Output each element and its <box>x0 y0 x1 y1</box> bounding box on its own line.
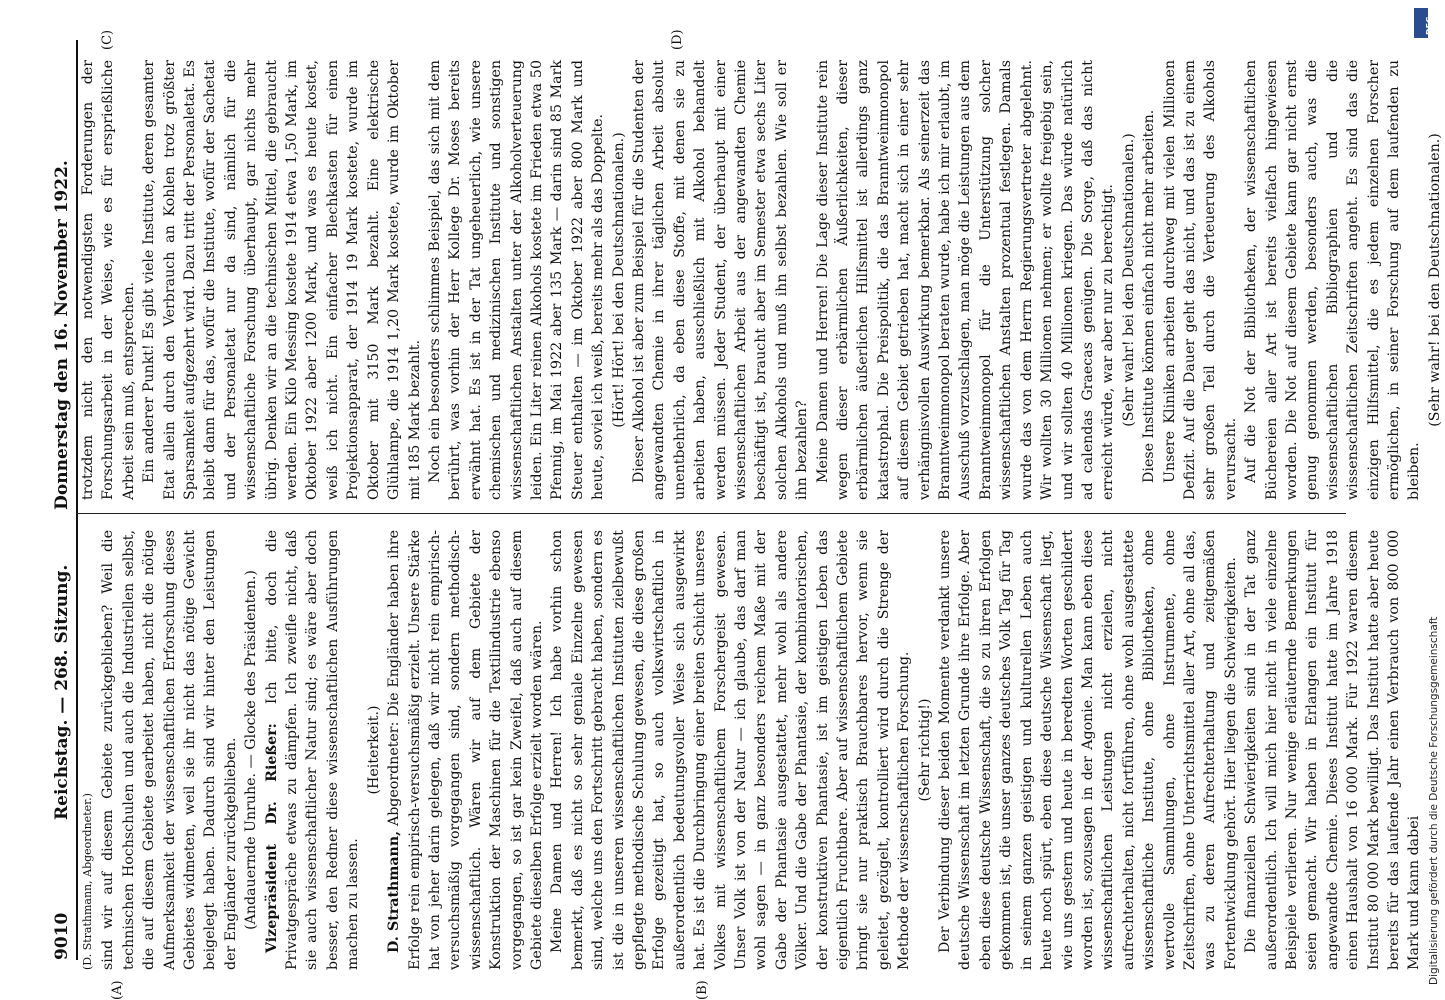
right-paragraph-3: Noch ein besonders schlimmes Beispiel, das sich mit dem berührt, was vorhin der Herr Kollege Dr. Moses bereits erwähnt hat. Es ist in der Tat ungeheuerlich, wie unsere chemischen und medizinischen Institute und sonstigen wissenschaftlichen Anstalten unter der Alkoholverteuerung leiden. Ein Liter reinen Alkohols kostete im Frieden etwa 50 Pfennig, im Mai 1922 aber 135 Mark — darin sind 85 Mark Steuer enthalten — im Oktober 1922 aber 800 Mark und heute, soviel ich weiß, bereits mehr als das Doppelte. <box>426 60 607 500</box>
speech-text: Die Engländer haben ihre Erfolge rein empirisch-versuchsmäßig erzielt. Unsere Stärke hat von jeher darin gelegen, daß wir nicht rein empirisch-versuchsmäßig vorgegangen sind, sondern methodisch-wissenschaftlich. Wären wir auf dem Gebiete der Konstruktion der Maschinen für die Textilindustrie ebenso vorgegangen, so ist gar kein Zweifel, daß auch auf diesem Gebiete dieselben Erfolge erzielt worden wären. <box>386 529 545 970</box>
margin-mark-b: (B) <box>695 980 710 1000</box>
right-paragraph-2: Ein anderer Punkt! Es gibt viele Institute, deren gesamter Etat allein durch den Verbrauch an Kohlen trotz größter Sparsamkeit aufgezehrt wird. Dazu tritt der Personaletat. Es bleibt dann für das, wofür die Institute, wofür der Sachetat und der Personaletat nur da sind, nämlich für die wissenschaftliche Forschung überhaupt, gar nichts mehr übrig. Denken wir an die technischen Mittel, die gebraucht werden. Ein Kilo Messing kostete 1914 etwa 1,50 Mark, im Oktober 1922 aber 1200 Mark, und was es heute kostet, weiß ich nicht. Ein einfacher Blechkasten für einen Projektionsapparat, der 1914 19 Mark kostete, wurde im Oktober mit 3150 Mark bezahlt. Eine elektrische Glühlampe, die 1914 1,20 Mark kostete, wurde im Oktober mit 185 Mark bezahlt. <box>141 60 423 500</box>
page-number: 9010 <box>52 912 72 960</box>
speaker-name: Vizepräsident Dr. Rießer: <box>263 723 280 953</box>
speaker-tag: (D. Strathmann, Abgeordneter.) <box>81 793 94 970</box>
margin-mark-d: (D) <box>670 29 685 50</box>
header-title: Reichstag. — 268. Sitzung. <box>52 564 72 820</box>
left-paragraph-6: Die finanziellen Schwierigkeiten sind in der Tat ganz außerordentlich. Ich will mich hier nicht in viele einzelne Beispiele verlieren. Nur wenige erläuternde Bemerkungen seien gemacht. Wir haben in Erlangen ein Institut für angewandte Chemie. Dieses Institut hatte im Jahre 1918 einen Haushalt von 16 000 Mark. Für 1922 waren diesem Institut 80 000 Mark bewilligt. Das Institut hatte aber heute bereits für das laufende Jahr einen Verbrauch von 800 000 Mark und kann dabei <box>1243 530 1423 970</box>
left-paragraph-4: Meine Damen und Herren! Ich habe vorhin schon bemerkt, daß es nicht so sehr geniale Einzelne gewesen sind, welche uns den Fortschritt gebracht haben, sondern es ist die in unseren wissenschaftlichen Instituten zielbewußt gepflegte methodische Schulung gewesen, die diese großen Erfolge gezeitigt hat, so auch volkswirtschaftlich in außerordentlich bedeutungsvoller Weise sich ausgewirkt hat. Es ist die Durchbringung einer breiten Schicht unseres Volkes mit wissenschaftlichem Forschergeist gewesen. Unser Volk ist von der Natur — ich glaube, das darf man wohl sagen — in ganz besonders reichem Maße mit der Gabe der Phantasie ausgestattet, mehr wohl als andere Völker. Und die Gabe der Phantasie, der kombinatorischen, der konstruktiven Phantasie, ist im geistigen Leben das eigentlich Fruchtbare. Aber auf wissenschaftlichem Gebiete bringt sie nur praktisch Brauchbares hervor, wenn sie geleitet, gezügelt, kontrolliert wird durch die Strenge der Methode der wissenschaftlichen Forschung. <box>549 530 913 970</box>
left-column <box>78 529 1423 970</box>
speaker-name: D. Strathmann, <box>386 830 403 953</box>
digitization-note: Digitalisierung gefördert durch die Deutsche Forschungsgemeinschaft <box>1428 616 1440 985</box>
stage-direction: (Sehr wahr! bei den Deutschnationalen.) <box>1426 133 1443 427</box>
left-paragraph-5: Der Verbindung dieser beiden Momente verdankt unsere deutsche Wissenschaft im letzten Grunde ihre Erfolge. Aber eben diese deutsche Wissenschaft, die so zu ihren Erfolgen gekommen ist, die unser ganzes deutsches Volk Tag für Tag in seinem ganzen geistigen und kulturellen Leben auch heute noch spürt, eben diese deutsche Wissenschaft liegt, wie uns gestern und heute in beredten Worten geschildert worden ist, sozusagen in der Agonie. Man kann eben diese wissenschaftlichen Leistungen nicht erzielen, nicht aufrechterhalten, nicht fortführen, ohne wohl ausgestattete wissenschaftliche Institute, ohne Bibliotheken, ohne wertvolle Sammlungen, ohne Instrumente, ohne Zeitschriften, ohne Unterrichtsmittel aller Art, ohne all das, was zu deren Aufrechterhaltung und zeitgemäßen Fortentwicklung gehört. Hier liegen die Schwierigkeiten. <box>937 530 1239 970</box>
right-paragraph-8: Auf die Not der Bibliotheken, der wissenschaftlichen Büchereien aller Art ist bereits vielfach hingewiesen worden. Die Not auf diesem Gebiete kann gar nicht ernst genug genommen werden, besonders auch, was die wissenschaftlichen Bibliographien und die wissenschaftlichen Zeitschriften angeht. Es sind das die einzigen Hilfsmittel, die es jedem einzelnen Forscher ermöglichen, in seiner Forschung auf dem laufenden zu bleiben. <box>1243 60 1423 500</box>
margin-mark-c: (C) <box>100 29 115 50</box>
dfg-logo: DFG <box>1414 8 1428 38</box>
right-paragraph-1: trotzdem nicht den notwendigsten Forderungen der Forschungsarbeit in der Weise, wie es für ersprießliche Arbeit sein muß, entsprechen. <box>80 60 137 500</box>
header-date: Donnerstag den 16. November 1922. <box>52 160 72 510</box>
right-column <box>78 60 1443 500</box>
stage-direction: (Andauernde Unruhe. — Glocke des Präsidenten.) <box>243 570 260 930</box>
column-divider <box>76 513 1346 514</box>
speaker-role: Abgeordneter: <box>386 721 403 827</box>
left-paragraph-1: sind wir auf diesem Gebiete zurückgeblieben? Weil die technischen Hochschulen und auch die Industriellen selbst, die auf diesem Gebiete gearbeitet haben, nicht die nötige Aufmerksamkeit der wissenschaftlichen Erforschung dieses Gebietes widmeten, weil sie ihr nicht das nötige Gewicht beigelegt haben. Dadurch sind wir hinter den Leistungen der Engländer zurückgeblieben. <box>100 530 239 970</box>
page-header <box>46 40 78 960</box>
margin-mark-a: (A) <box>110 980 125 1000</box>
left-paragraph-2 <box>262 530 364 970</box>
right-paragraph-5: Meine Damen und Herren! Die Lage dieser Institute rein wegen dieser erbärmlichen Äußerlichkeiten, dieser erbärmlichen äußerlichen Hilfsmittel ist allerdings ganz katastrophal. Die Preispolitik, die das Branntweinmonopol auf diesem Gebiet getrieben hat, macht sich in einer sehr verhängnisvollen Auswirkung bemerkbar. Als seinerzeit das Branntweinmonopol beraten wurde, habe ich mir erlaubt, im Ausschuß vorzuschlagen, man möge die Leistungen aus dem Branntweinmonopol für die Unterstützung solcher wissenschaftlichen Anstalten prozentual festlegen. Damals wurde das von dem Herrn Regierungsvertreter abgelehnt. Wir wollten 30 Millionen nehmen; er wollte freigebig sein, und wir sollten 40 Millionen kriegen. Das würde natürlich ad calendas Graecas genügen. Die Sorge, daß das nicht erreicht würde, war aber nur zu berechtigt. <box>814 60 1117 500</box>
stage-direction: (Hört! Hört! bei den Deutschnationalen.) <box>610 132 627 428</box>
left-paragraph-3 <box>384 530 547 970</box>
right-paragraph-4: Dieser Alkohol ist aber zum Beispiel für die Studenten der angewandten Chemie in ihrer täglichen Arbeit absolut unentbehrlich, da eben diese Stoffe, mit denen sie zu arbeiten haben, ausschließlich mit Alkohol behandelt werden müssen. Jeder Student, der überhaupt mit einer wissenschaftlichen Arbeit aus der angewandten Chemie beschäftigt ist, braucht aber im Semester etwa sechs Liter solchen Alkohols und muß ihn selbst bezahlen. Wie soll er ihn bezahlen? <box>630 60 811 500</box>
right-paragraph-7: Unsere Kliniken arbeiten durchweg mit vielen Millionen Defizit. Auf die Dauer geht das nicht, und das ist zu einem sehr großen Teil durch die Verteuerung des Alkohols verursacht. <box>1161 60 1239 500</box>
speech-text: Ich bitte, doch die Privatgespräche etwas zu dämpfen. Ich zweifle nicht, daß sie auch wissenschaftlicher Natur sind; es wäre aber doch besser, den Redner diese wissenschaftlichen Ausführungen machen zu lassen. <box>263 529 362 970</box>
right-paragraph-6: Diese Institute können einfach nicht mehr arbeiten. <box>1141 109 1158 483</box>
stage-direction: (Sehr richtig!) <box>916 698 933 802</box>
stage-direction: (Heiterkeit.) <box>365 705 382 795</box>
stage-direction: (Sehr wahr! bei den Deutschnationalen.) <box>1120 133 1137 427</box>
